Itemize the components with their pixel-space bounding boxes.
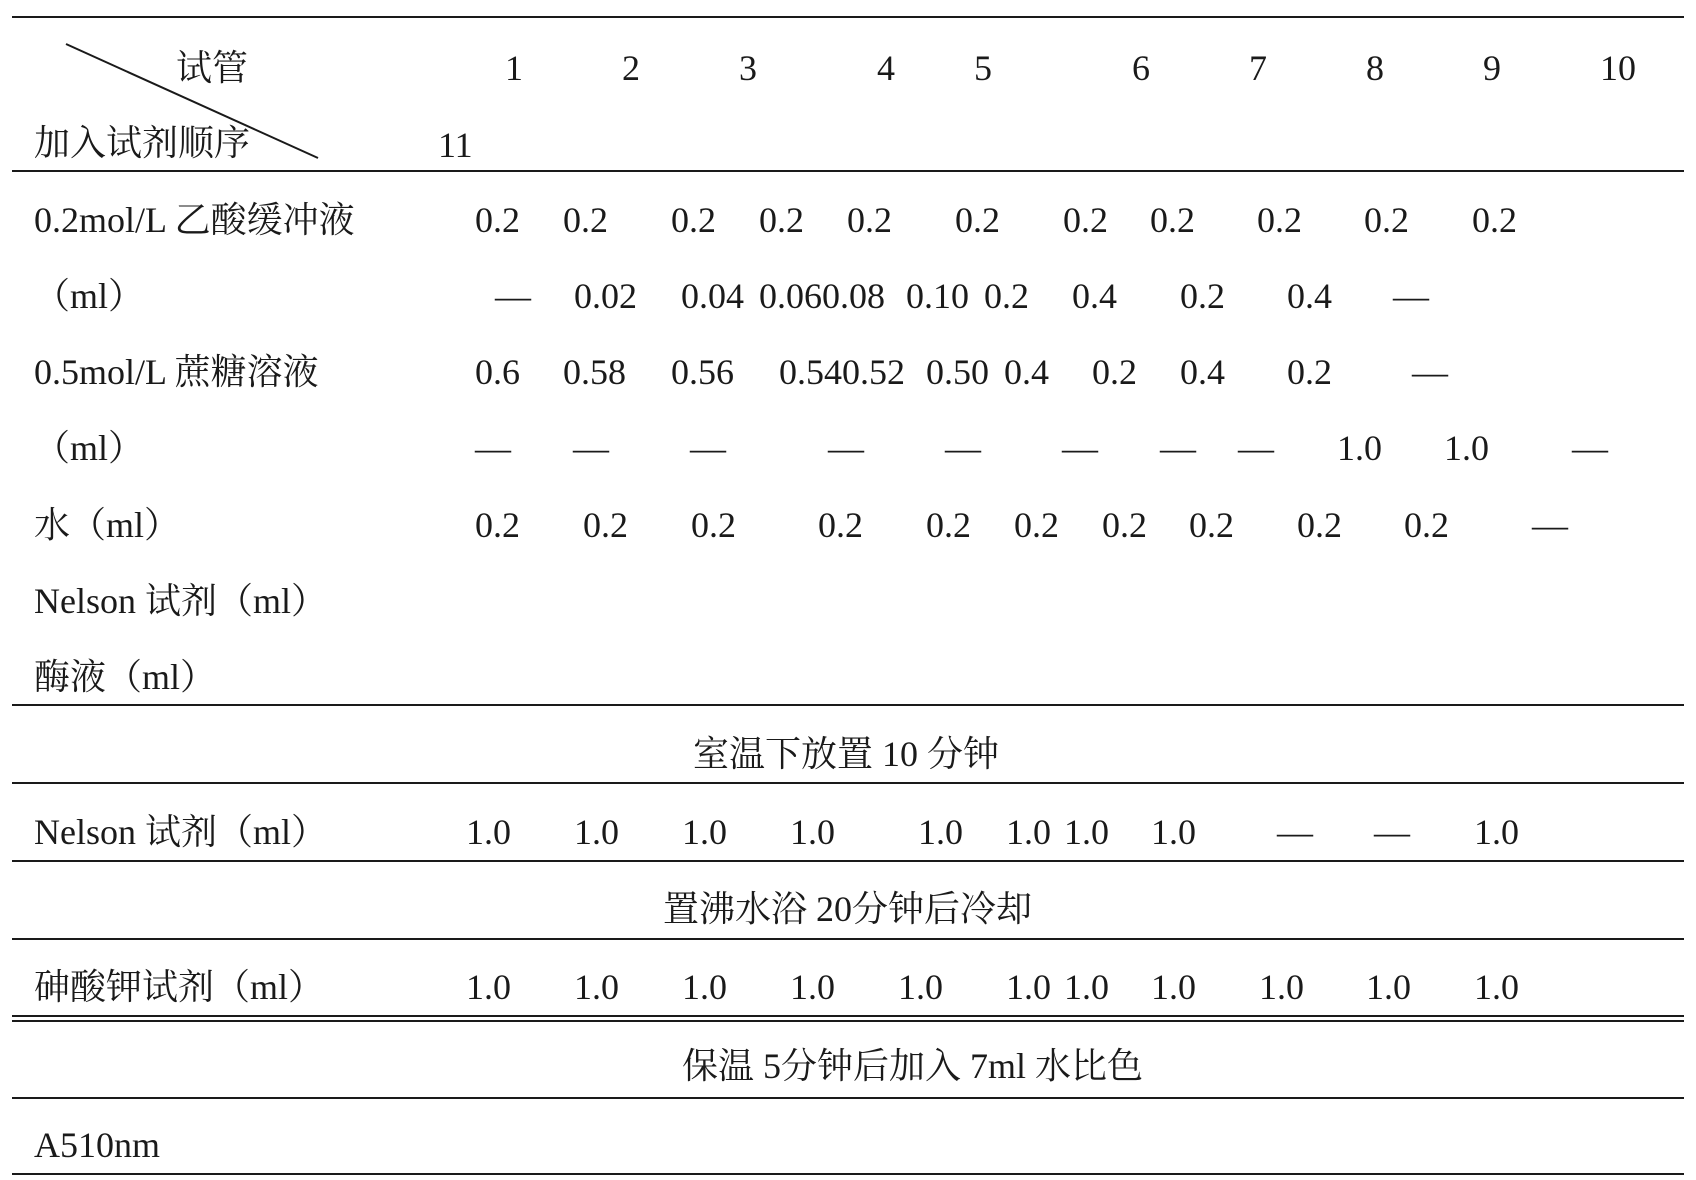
cell-value: 0.2 [475,505,520,545]
row-label-sucrose: 0.5mol/L 蔗糖溶液 [34,352,319,392]
row-label-water: 水（ml） [34,505,181,545]
cell-value: — [475,428,511,468]
tube-number: 7 [1249,48,1267,88]
cell-value: — [945,428,981,468]
cell-value: 1.0 [466,812,511,852]
cell-value: 1.0 [790,812,835,852]
tube-number: 6 [1132,48,1150,88]
cell-value: — [1572,428,1608,468]
cell-value: 0.060.08 [759,276,885,316]
cell-value: — [1277,812,1313,852]
cell-value: 1.0 [1444,428,1489,468]
cell-value: 0.2 [1180,276,1225,316]
tube-number: 5 [974,48,992,88]
cell-value: 0.2 [984,276,1029,316]
tube-number: 3 [739,48,757,88]
cell-value: — [1062,428,1098,468]
cell-value: 0.56 [671,352,734,392]
cell-value: 1.0 [898,967,943,1007]
cell-value: 1.0 [918,812,963,852]
tube-number: 2 [622,48,640,88]
cell-value: 0.02 [574,276,637,316]
cell-value: — [1412,352,1448,392]
cell-value: 0.2 [1150,200,1195,240]
cell-value: 0.4 [1180,352,1225,392]
tube-number: 1 [505,48,523,88]
step-note: 室温下放置 10 分钟 [693,734,1000,774]
tube-number: 4 [877,48,895,88]
cell-value: 0.4 [1072,276,1117,316]
cell-value: 1.0 [682,812,727,852]
cell-value: 1.0 [682,967,727,1007]
cell-value: 0.2 [1189,505,1234,545]
cell-value: 0.2 [1063,200,1108,240]
row-label-absorbance: A510nm [34,1125,160,1165]
cell-value: 1.0 [574,812,619,852]
cell-value: 0.2 [759,200,804,240]
cell-value: — [690,428,726,468]
cell-value: 0.2 [1014,505,1059,545]
cell-value: — [1238,428,1274,468]
cell-value: 1.0 [1337,428,1382,468]
cell-value: 0.10 [906,276,969,316]
cell-value: 1.0 [1474,967,1519,1007]
cell-value: 1.0 [790,967,835,1007]
cell-value: 0.2 [847,200,892,240]
cell-value: 0.2 [926,505,971,545]
cell-value: 0.2 [955,200,1000,240]
cell-value: 0.2 [1102,505,1147,545]
cell-value: 0.2 [1472,200,1517,240]
cell-value: 0.4 [1287,276,1332,316]
cell-value: 0.4 [1004,352,1049,392]
row-label-enzyme: 酶液（ml） [34,657,217,697]
cell-value: — [573,428,609,468]
cell-value: 0.58 [563,352,626,392]
cell-value: 1.0 [1366,967,1411,1007]
cell-value: 0.2 [583,505,628,545]
tube-number: 9 [1483,48,1501,88]
cell-value: 1.0 [1006,812,1051,852]
cell-value: 1.0 [1151,812,1196,852]
cell-value: 1.0 [466,967,511,1007]
cell-value: 0.04 [681,276,744,316]
corner-label-order: 加入试剂顺序 [34,123,251,163]
cell-value: 0.2 [1092,352,1137,392]
cell-value: — [828,428,864,468]
cell-value: 0.2 [1287,352,1332,392]
cell-value: 0.2 [818,505,863,545]
cell-value: 0.2 [475,200,520,240]
row-label-ml: （ml） [34,276,145,316]
row-label-buffer: 0.2mol/L 乙酸缓冲液 [34,200,355,240]
cell-value: 0.2 [1404,505,1449,545]
cell-value: 1.0 [1151,967,1196,1007]
cell-value: 1.0 [1064,812,1109,852]
row-label-ml: （ml） [34,428,145,468]
row-label-nelson: Nelson 试剂（ml） [34,812,327,852]
cell-value: 0.6 [475,352,520,392]
tube-number: 11 [438,125,473,165]
tube-number: 10 [1600,48,1636,88]
cell-value: — [1532,505,1568,545]
cell-value: — [495,276,531,316]
step-note: 置沸水浴 20分钟后冷却 [663,889,1033,929]
cell-value: 1.0 [1259,967,1304,1007]
cell-value: 1.0 [1006,967,1051,1007]
cell-value: 0.2 [1364,200,1409,240]
cell-value: 0.50 [926,352,989,392]
cell-value: 0.540.52 [779,352,905,392]
cell-value: — [1374,812,1410,852]
cell-value: 0.2 [563,200,608,240]
cell-value: — [1393,276,1429,316]
cell-value: 1.0 [574,967,619,1007]
cell-value: 0.2 [1257,200,1302,240]
cell-value: 1.0 [1474,812,1519,852]
row-label-arsenate: 砷酸钾试剂（ml） [34,967,325,1007]
cell-value: 0.2 [671,200,716,240]
step-note: 保温 5分钟后加入 7ml 水比色 [682,1046,1144,1086]
corner-label-tube: 试管 [176,48,249,88]
cell-value: 0.2 [691,505,736,545]
tube-number: 8 [1366,48,1384,88]
row-label-nelson: Nelson 试剂（ml） [34,581,327,621]
cell-value: 1.0 [1064,967,1109,1007]
cell-value: 0.2 [1297,505,1342,545]
cell-value: — [1160,428,1196,468]
